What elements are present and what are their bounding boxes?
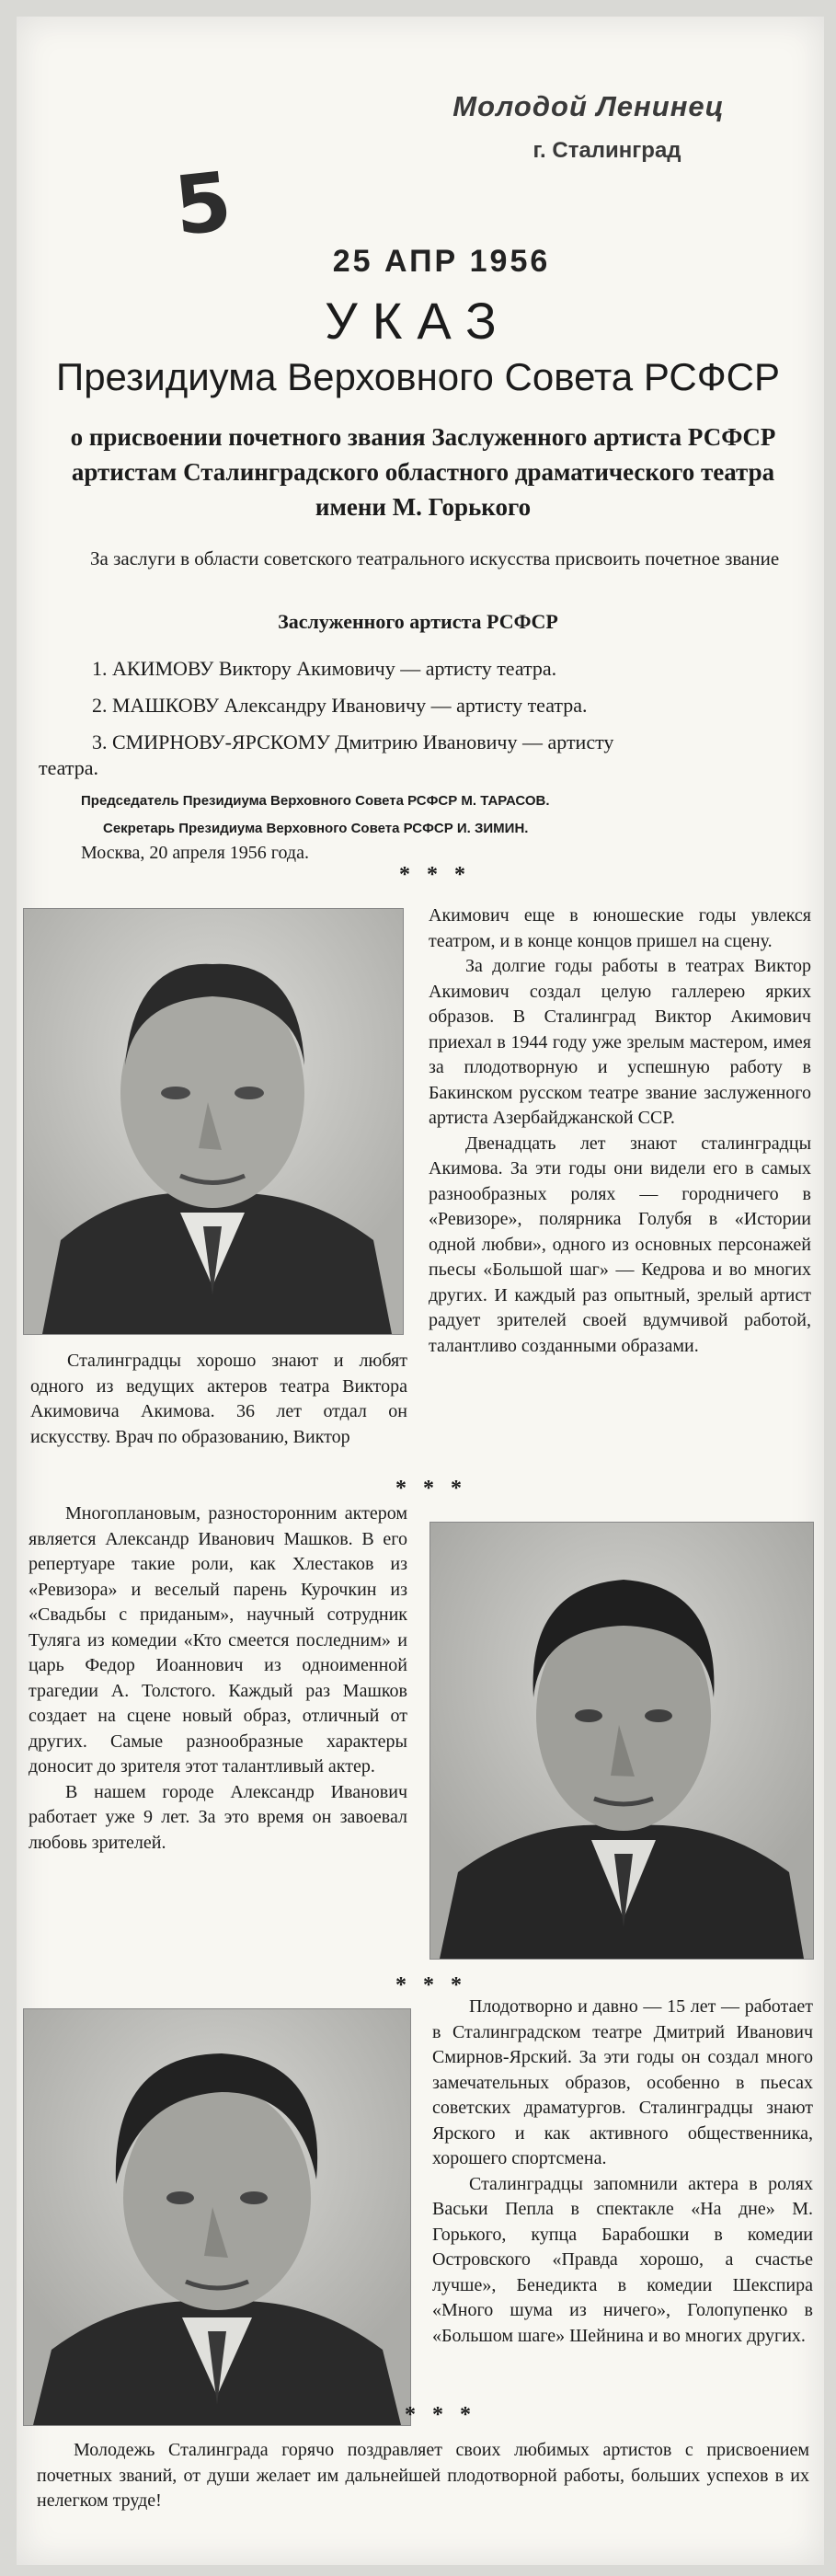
portrait-mashkov [429,1522,814,1960]
decree-item-akimov: 1. АКИМОВУ Виктору Акимовичу — артисту театра. [92,657,557,680]
signature-chairman: Председатель Президиума Верховного Совета РСФСР М. ТАРАСОВ. [81,793,550,809]
decree-intro: За заслуги в области советского театрального искусства присвоить почетное звание [90,547,780,569]
signature-secretary: Секретарь Президиума Верховного Совета РСФСР И. ЗИМИН. [103,821,529,836]
newspaper-name-stamp: Молодой Ленинец [452,90,725,122]
paragraph: Сталинградцы запомнили актера в ролях Васьки Пепла в спектакле «На дне» М. Горького, купца Барабошки в комедии Островского «Правда хорошо, а счастье лучше», Бенедикта в комедии Шекспира «Много шума из ничего», Голопупенко в «Большом шаге» Шейнина и во многих других. [432,2173,813,2346]
article-closing: Молодежь Сталинграда горячо поздравляет своих любимых артистов с присвоением почетных званий, от души желает им дальнейшей плодотворной работы, больших успехов в их нелегком труде! [37,2440,809,2511]
separator: * * * [395,1973,467,1997]
honorary-title: Заслуженного артиста РСФСР [278,610,558,633]
portrait-akimov [23,908,404,1335]
article-mashkov [29,1501,407,1856]
article-akimov-right [429,903,811,1359]
decree-item-mashkov: 2. МАШКОВУ Александру Ивановичу — артисту театра. [92,694,588,717]
paragraph: Акимович еще в юношеские годы увлекся театром, и в конце концов пришел на сцену. [429,905,811,951]
date-stamp: 25 АПР 1956 [332,244,551,279]
paragraph: Двенадцать лет знают сталинградцы Акимова. За эти годы они видели его в самых разнообразных ролях — городничего в «Ревизоре», полярника Голубя в «Истории одной любви», одного из основных персонажей пьесы «Большой шаг» — Кедрова и во многих других. И каждый раз опытный, зрелый артист радует зрителей своей вдумчивой работой, талантливо созданными образами. [429,1133,811,1356]
decree-place-date: Москва, 20 апреля 1956 года. [81,843,309,863]
separator: * * * [399,863,471,887]
article-smirnov-yarsky [432,1995,813,2349]
handwritten-mark: 5 [169,154,236,254]
decree-item-smirnov: 3. СМИРНОВУ-ЯРСКОМУ Дмитрию Ивановичу — артисту [92,730,614,753]
portrait-smirnov-yarsky [23,2008,411,2426]
separator: * * * [395,1477,467,1501]
decree-issuer: Президиума Верховного Совета РСФСР [56,355,780,398]
decree-word: УКАЗ [325,292,511,350]
article-akimov-left: Сталинградцы хорошо знают и любят одного из ведущих актеров театра Виктора Акимовича Акимова. 36 лет отдал он искусству. Врач по образованию, Виктор [30,1351,407,1447]
paragraph: Плодотворно и давно — 15 лет — работает в Сталинградском театре Дмитрий Иванович Смирнов-Ярский. За эти годы он создал много замечательных образов, особенно в пьесах советских драматургов. Сталинградцы знают Ярского и как активного общественника, хорошего спортсмена. [432,1996,813,2168]
newspaper-city-stamp: г. Сталинград [533,138,681,163]
paragraph: Многоплановым, разносторонним актером является Александр Иванович Машков. В его репертуаре такие роли, как Хлестаков из «Ревизора» и веселый парень Курочкин из «Свадьбы с приданым», научный сотрудник Туляга из комедии «Кто смеется последним» и царь Федор Иоаннович из одноименной трагедии А. Толстого. Каждый раз Машков создает на сцене новый образ, отличный от других. Самые разнообразные характеры доносит до зрителя этот талантливый актер. [29,1503,407,1777]
decree-subject: о присвоении почетного звания Заслуженного артиста РСФСР артистам Сталинградского областного драматического театра имени М. Горького [70,423,776,521]
paragraph: В нашем городе Александр Иванович работает уже 9 лет. За это время он завоевал любовь зрителей. [29,1781,407,1853]
paragraph: За долгие годы работы в театрах Виктор Акимович создал целую галлерею ярких образов. В Сталинград Виктор Акимович приехал в 1944 году уже зрелым мастером, имея за плодотворную и успешную работу в Бакинском русском театре звание заслуженного артиста Азербайджанской ССР. [429,956,811,1128]
separator: * * * [405,2403,476,2427]
decree-item-smirnov-cont: театра. [39,756,98,779]
